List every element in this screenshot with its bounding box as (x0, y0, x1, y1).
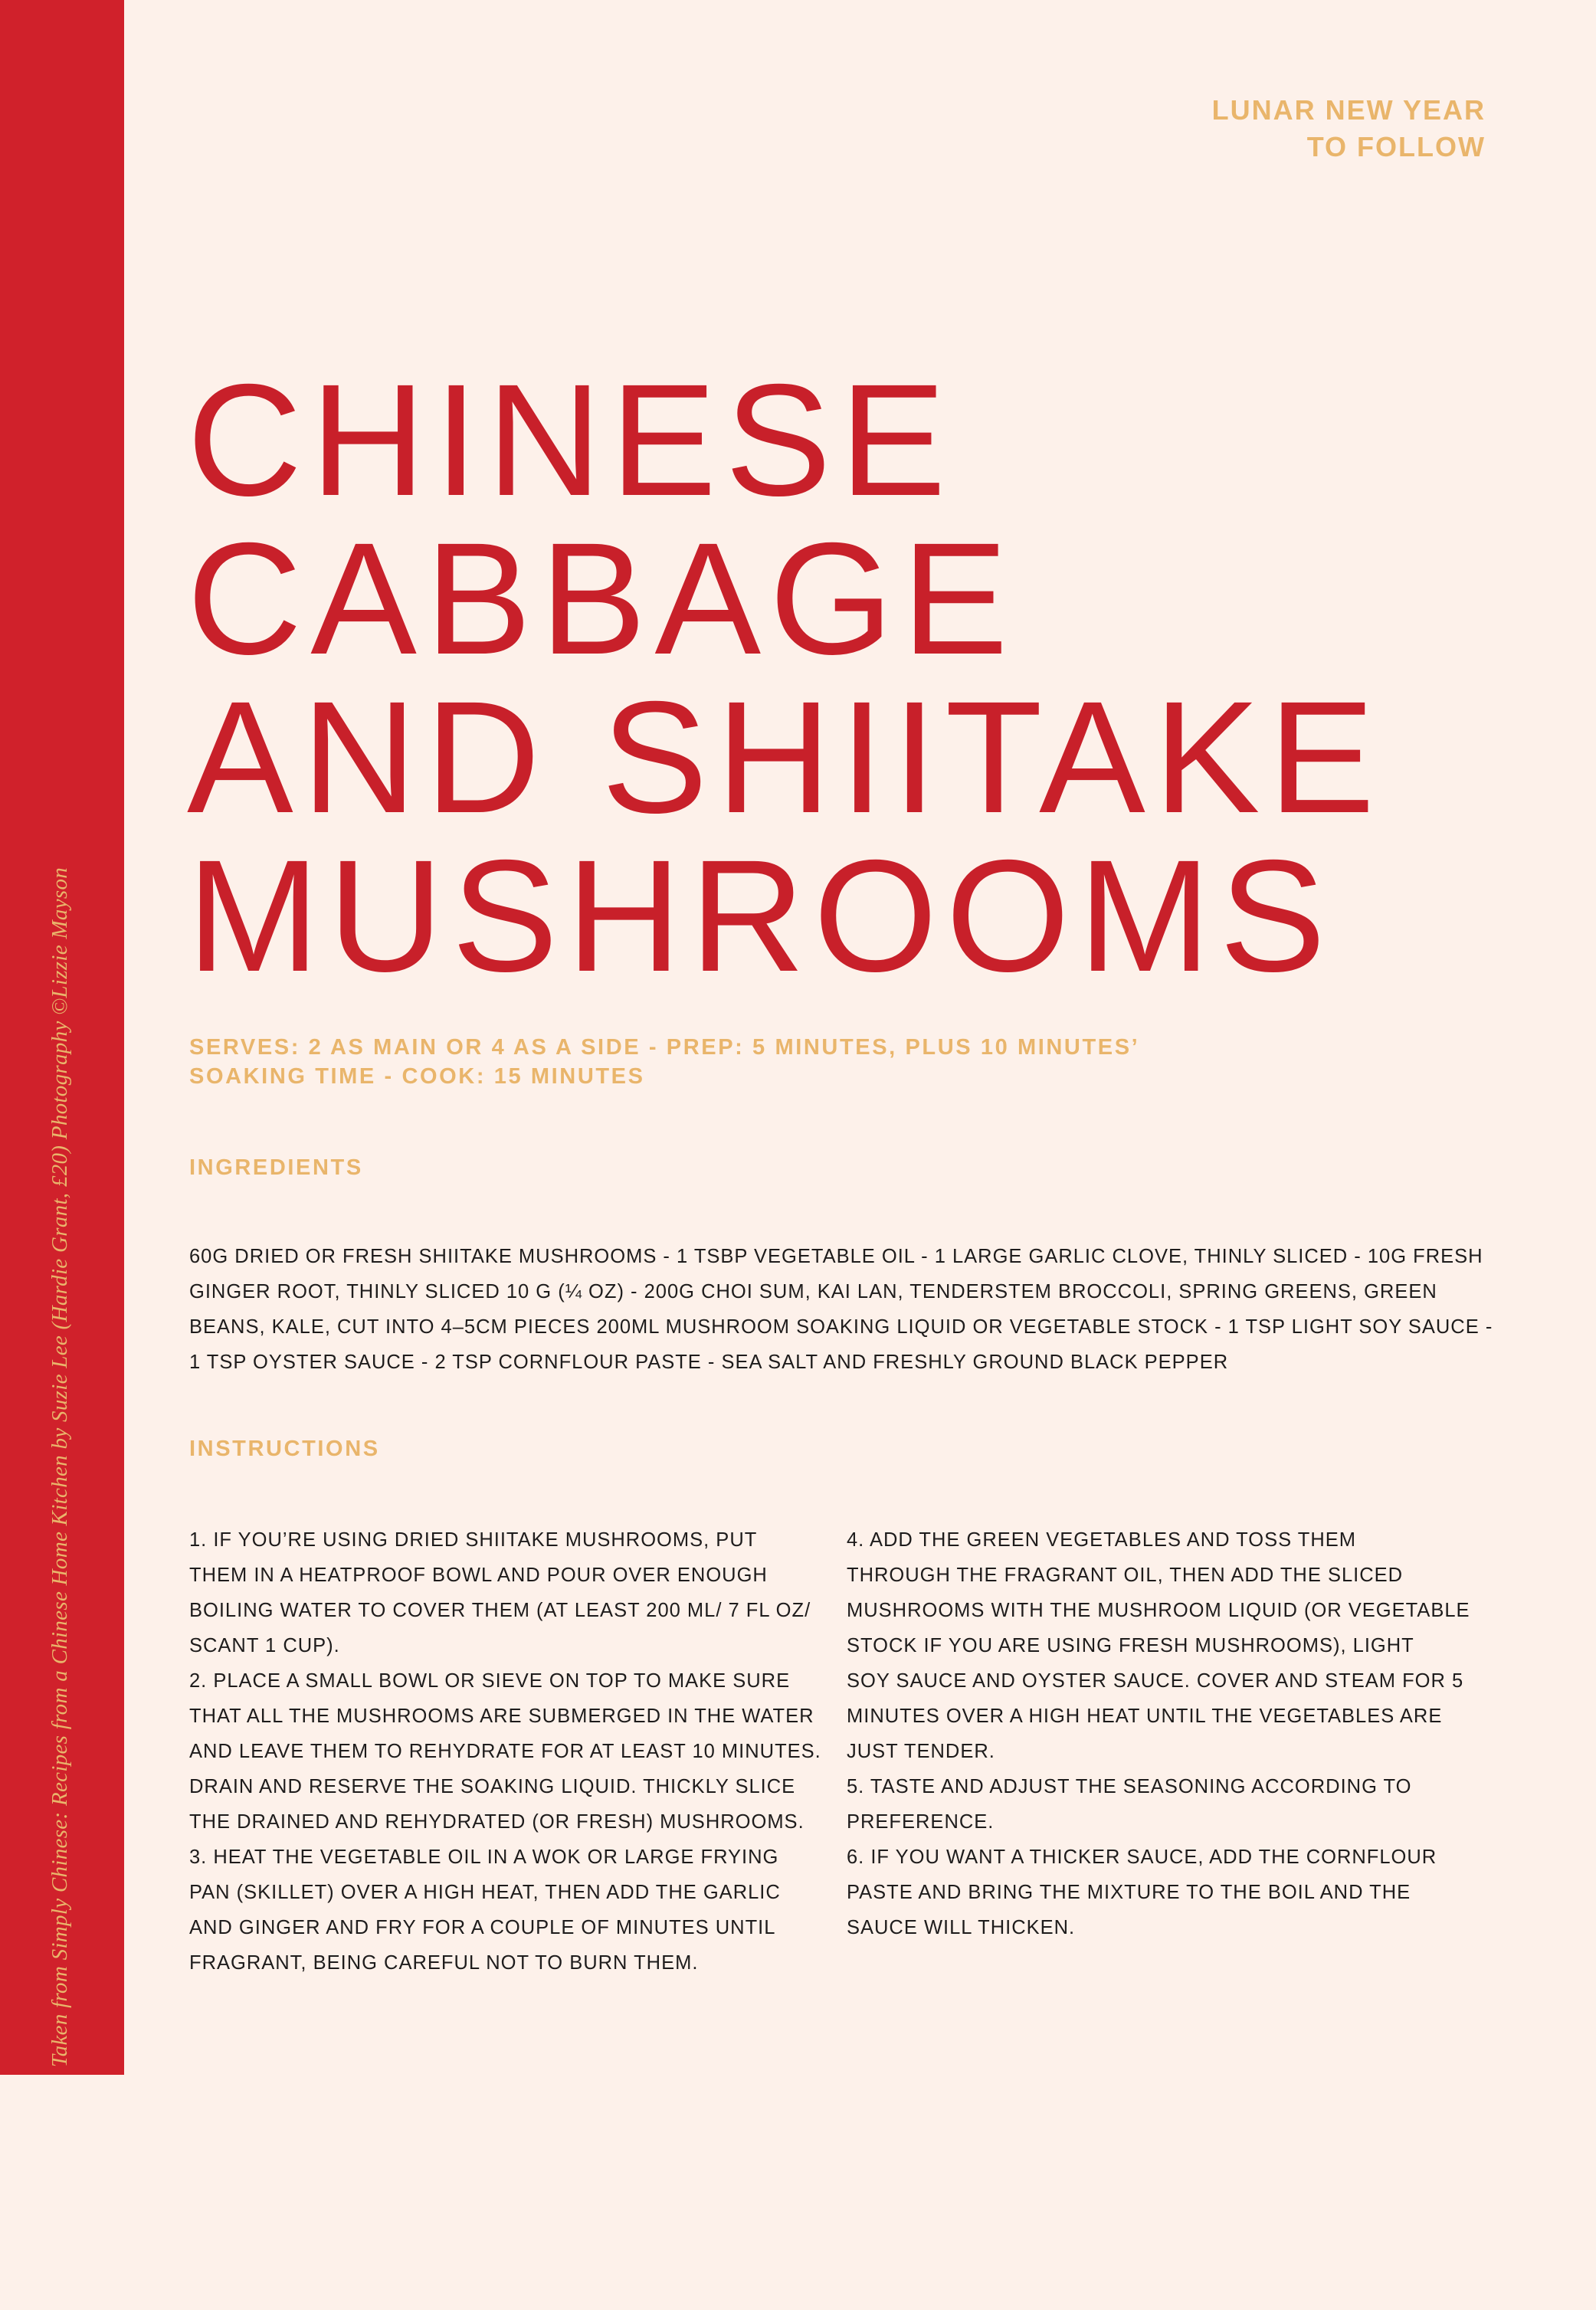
instruction-line: 4. ADD THE GREEN VEGETABLES AND TOSS THEM (847, 1529, 1356, 1551)
title-line: MUSHROOMS (187, 827, 1335, 1005)
instruction-line: BOILING WATER TO COVER THEM (AT LEAST 200 ML/ 7 FL OZ/ (189, 1600, 811, 1621)
instruction-line: STOCK IF YOU ARE USING FRESH MUSHROOMS), LIGHT (847, 1635, 1414, 1656)
header-note-line-2: TO FOLLOW (1306, 131, 1486, 162)
instruction-line: DRAIN AND RESERVE THE SOAKING LIQUID. THICKLY SLICE (189, 1776, 796, 1797)
meta-line: SERVES: 2 AS MAIN OR 4 AS A SIDE - PREP: 5 MINUTES, PLUS 10 MINUTES’ (189, 1035, 1140, 1060)
instruction-line: SCANT 1 CUP). (189, 1635, 340, 1656)
title-line: AND SHIITAKE (187, 669, 1384, 847)
ingredients-line: BEANS, KALE, CUT INTO 4–5CM PIECES 200ML MUSHROOM SOAKING LIQUID OR VEGETABLE STOCK - 1 TSP LIGHT SOY SAUCE - (189, 1316, 1493, 1338)
recipe-title (187, 352, 1384, 1005)
instruction-line: 5. TASTE AND ADJUST THE SEASONING ACCORDING TO (847, 1776, 1412, 1797)
instruction-line: PASTE AND BRING THE MIXTURE TO THE BOIL AND THE (847, 1882, 1411, 1903)
instruction-line: SOY SAUCE AND OYSTER SAUCE. COVER AND STEAM FOR 5 (847, 1670, 1464, 1692)
header-note (1212, 92, 1486, 165)
photo-credit: Taken from Simply Chinese: Recipes from a Chinese Home Kitchen by Suzie Lee (Hardie Grant, £20) Photography ©Lizzie Mayson (48, 867, 72, 2068)
instruction-line: FRAGRANT, BEING CAREFUL NOT TO BURN THEM. (189, 1952, 699, 1974)
ingredients-line: GINGER ROOT, THINLY SLICED 10 G (¼ OZ) - 200G CHOI SUM, KAI LAN, TENDERSTEM BROCCOLI, SPRING GREENS, GREEN (189, 1281, 1437, 1302)
instruction-line: JUST TENDER. (847, 1741, 995, 1762)
ingredients-line: 60G DRIED OR FRESH SHIITAKE MUSHROOMS - 1 TSBP VEGETABLE OIL - 1 LARGE GARLIC CLOVE, THINLY SLICED - 10G FRESH (189, 1246, 1483, 1267)
instructions-heading: INSTRUCTIONS (189, 1437, 380, 1461)
title-line: CHINESE (187, 352, 955, 529)
instruction-line: AND GINGER AND FRY FOR A COUPLE OF MINUTES UNTIL (189, 1917, 776, 1938)
instruction-line: 2. PLACE A SMALL BOWL OR SIEVE ON TOP TO MAKE SURE (189, 1670, 791, 1692)
instruction-line: THE DRAINED AND REHYDRATED (OR FRESH) MUSHROOMS. (189, 1811, 805, 1833)
instruction-line: AND LEAVE THEM TO REHYDRATE FOR AT LEAST 10 MINUTES. (189, 1741, 821, 1762)
ingredients-heading: INGREDIENTS (189, 1155, 363, 1180)
ingredients-line: 1 TSP OYSTER SAUCE - 2 TSP CORNFLOUR PASTE - SEA SALT AND FRESHLY GROUND BLACK PEPPER (189, 1352, 1229, 1373)
instruction-line: SAUCE WILL THICKEN. (847, 1917, 1076, 1938)
instruction-line: THAT ALL THE MUSHROOMS ARE SUBMERGED IN THE WATER (189, 1705, 814, 1727)
header-note-line-1: LUNAR NEW YEAR (1211, 94, 1486, 126)
instruction-line: PREFERENCE. (847, 1811, 995, 1833)
sidebar-band (0, 0, 124, 2075)
instructions-column-left (189, 1522, 821, 1981)
meta-line: SOAKING TIME - COOK: 15 MINUTES (189, 1064, 645, 1089)
ingredients-list (189, 1239, 1492, 1380)
instruction-line: 3. HEAT THE VEGETABLE OIL IN A WOK OR LARGE FRYING (189, 1846, 779, 1868)
instruction-line: MINUTES OVER A HIGH HEAT UNTIL THE VEGETABLES ARE (847, 1705, 1443, 1727)
instruction-line: THROUGH THE FRAGRANT OIL, THEN ADD THE SLICED (847, 1565, 1404, 1586)
title-line: CABBAGE (187, 510, 1017, 688)
instruction-line: THEM IN A HEATPROOF BOWL AND POUR OVER ENOUGH (189, 1565, 768, 1586)
instruction-line: MUSHROOMS WITH THE MUSHROOM LIQUID (OR VEGETABLE (847, 1600, 1470, 1621)
instructions-column-right (847, 1522, 1470, 1945)
instruction-line: 6. IF YOU WANT A THICKER SAUCE, ADD THE CORNFLOUR (847, 1846, 1437, 1868)
instruction-line: PAN (SKILLET) OVER A HIGH HEAT, THEN ADD THE GARLIC (189, 1882, 781, 1903)
instruction-line: 1. IF YOU’RE USING DRIED SHIITAKE MUSHROOMS, PUT (189, 1529, 758, 1551)
recipe-meta (189, 1033, 1139, 1091)
